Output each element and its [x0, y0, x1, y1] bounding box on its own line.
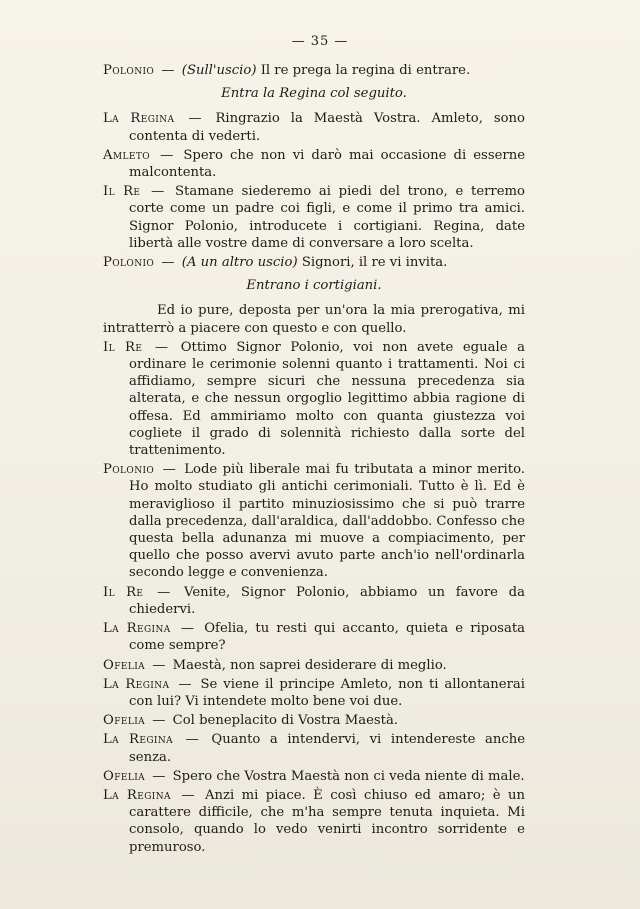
speech-text: Anzi mi piace. È così chiuso ed amaro; è un carattere difficile, che m'ha sempre tenuta inquieta. Mi consolo, quando lo vedo venirti incontro sorridente e premuroso. — [129, 787, 525, 855]
speech-block: La Regina — Se viene il principe Amleto, non ti allontanerai con lui? Vi intendete molto bene voi due. — [103, 676, 525, 709]
speech-text: Col beneplacito di Vostra Maestà. — [172, 713, 398, 729]
speaker-name: Il Re — [103, 184, 141, 200]
speaker-name: Il Re — [103, 339, 143, 355]
speech-text: Ringrazio la Maestà Vostra. Amleto, sono contenta di vederti. — [129, 111, 525, 144]
speech-text: Maestà, non saprei desiderare di meglio. — [172, 657, 447, 673]
speech-block: Ofelia — Col beneplacito di Vostra Maestà. — [103, 713, 398, 729]
stage-direction: Entra la Regina col seguito. — [221, 86, 407, 102]
speech-text: Lode più liberale mai fu tributata a minor merito. Ho molto studiato gli antichi cerimoniali. Tutto è lì. Ed è meraviglioso il partito minuziosissimo che si può trarre dalla precedenza, dall'araldica, dall'addobbo. Confesso che questa bella adunanza mi muove a compiacimento, per quello che posso avervi avuto parte anch'io nell'ordinarla secondo legge e convenienza. — [129, 462, 525, 581]
speaker-name: La Regina — [103, 787, 171, 803]
speech-block: Ofelia — Spero che Vostra Maestà non ci veda niente di male. — [103, 768, 525, 784]
speaker-name: Polonio — [103, 63, 155, 78]
speech-block: Il Re — Venite, Signor Polonio, abbiamo un favore da chiedervi. — [103, 584, 525, 617]
speaker-name: La Regina — [103, 732, 174, 748]
page-number: — 35 — — [291, 34, 349, 49]
speech-block: Ofelia — Maestà, non saprei desiderare di meglio. — [103, 657, 447, 673]
narration-paragraph: Ed io pure, deposta per un'ora la mia prerogativa, mi intratterrò a piacere con questo e con quello. — [103, 303, 525, 336]
speaker-name: Il Re — [103, 584, 144, 600]
speech-text: Spero che non vi darò mai occasione di esserne malcontenta. — [129, 147, 525, 181]
speaker-name: La Regina — [103, 621, 171, 637]
speaker-name: Polonio — [103, 462, 155, 478]
speech-text: Ottimo Signor Polonio, voi non avete eguale a ordinare le cerimonie solenni quanto i trattamenti. Noi ci affidiamo, sempre sicuri che nessuna precedenza sia alterata, e che nessun orgoglio legittimo abbia ragione di offesa. Ed ammiriamo molto con quanta giustezza voi cogliete il grado di solennità richiesto dalla sorte del trattenimento. — [129, 339, 525, 459]
speech-block: La Regina — Ringrazio la Maestà Vostra. Amleto, sono contenta di vederti. — [103, 111, 525, 144]
speech-text: Se viene il principe Amleto, non ti allontanerai con lui? Vi intendete molto bene voi due. — [129, 676, 525, 709]
speech-block: Amleto — Spero che non vi darò mai occasione di esserne malcontenta. — [103, 147, 525, 181]
speaker-name: Amleto — [103, 147, 151, 163]
speech-block: Polonio — Lode più liberale mai fu tributata a minor merito. Ho molto studiato gli antichi cerimoniali. Tutto è lì. Ed è meraviglioso il partito minuziosissimo che si può trarre dalla precedenza, dall'araldica, dall'addobbo. Confesso che questa bella adunanza mi muove a compiacimento, per quello che posso avervi avuto parte anch'io nell'ordinarla secondo legge e convenienza. — [103, 462, 525, 581]
page-text — [103, 62, 525, 858]
speech-block: Il Re — Ottimo Signor Polonio, voi non avete eguale a ordinare le cerimonie solenni quanto i trattamenti. Noi ci affidiamo, sempre sicuri che nessuna precedenza sia alterata, e che nessun orgoglio legittimo abbia ragione di offesa. Ed ammiriamo molto con quanta giustezza voi cogliete il grado di solennità richiesto dalla sorte del trattenimento. — [103, 339, 525, 459]
speech-text: Il re prega la regina di entrare. — [260, 63, 471, 78]
stage-direction-inline: (Sull'uscio) — [181, 63, 257, 78]
speech-text: Venite, Signor Polonio, abbiamo un favore da chiedervi. — [129, 584, 525, 617]
speech-text: Signori, il re vi invita. — [301, 255, 448, 271]
speaker-name: Polonio — [103, 255, 155, 271]
speech-text: Ofelia, tu resti qui accanto, quieta e riposata come sempre? — [129, 621, 525, 654]
speaker-name: Ofelia — [103, 657, 146, 673]
speaker-name: Ofelia — [103, 768, 146, 784]
speaker-name: La Regina — [103, 111, 175, 127]
speech-text: Spero che Vostra Maestà non ci veda niente di male. — [172, 768, 525, 784]
speaker-name: La Regina — [103, 676, 170, 692]
speaker-name: Ofelia — [103, 713, 146, 729]
speech-block: Polonio — (A un altro uscio) Signori, il re vi invita. — [103, 255, 448, 271]
stage-direction: Entrano i cortigiani. — [246, 278, 382, 294]
speech-block: La Regina — Quanto a intendervi, vi intendereste anche senza. — [103, 732, 526, 765]
stage-direction-inline: (A un altro uscio) — [181, 255, 298, 271]
speech-block: Il Re — Stamane siederemo ai piedi del trono, e terremo corte come un padre coi figli, e come il primo tra amici. Signor Polonio, introducete i cortigiani. Regina, date libertà alle vostre dame di conversare a loro scelta. — [103, 184, 525, 251]
speech-block: La Regina — Ofelia, tu resti qui accanto, quieta e riposata come sempre? — [103, 621, 525, 654]
speech-block: La Regina — Anzi mi piace. È così chiuso ed amaro; è un carattere difficile, che m'ha sempre tenuta inquieta. Mi consolo, quando lo vedo venirti incontro sorridente e premuroso. — [103, 787, 525, 855]
speech-text: Quanto a intendervi, vi intendereste anche senza. — [129, 732, 526, 765]
speech-text: Stamane siederemo ai piedi del trono, e terremo corte come un padre coi figli, e come il primo tra amici. Signor Polonio, introducete i cortigiani. Regina, date libertà alle vostre dame di conversare a loro scelta. — [129, 184, 525, 251]
speech-block: Polonio — (Sull'uscio) Il re prega la regina di entrare. — [103, 63, 471, 78]
